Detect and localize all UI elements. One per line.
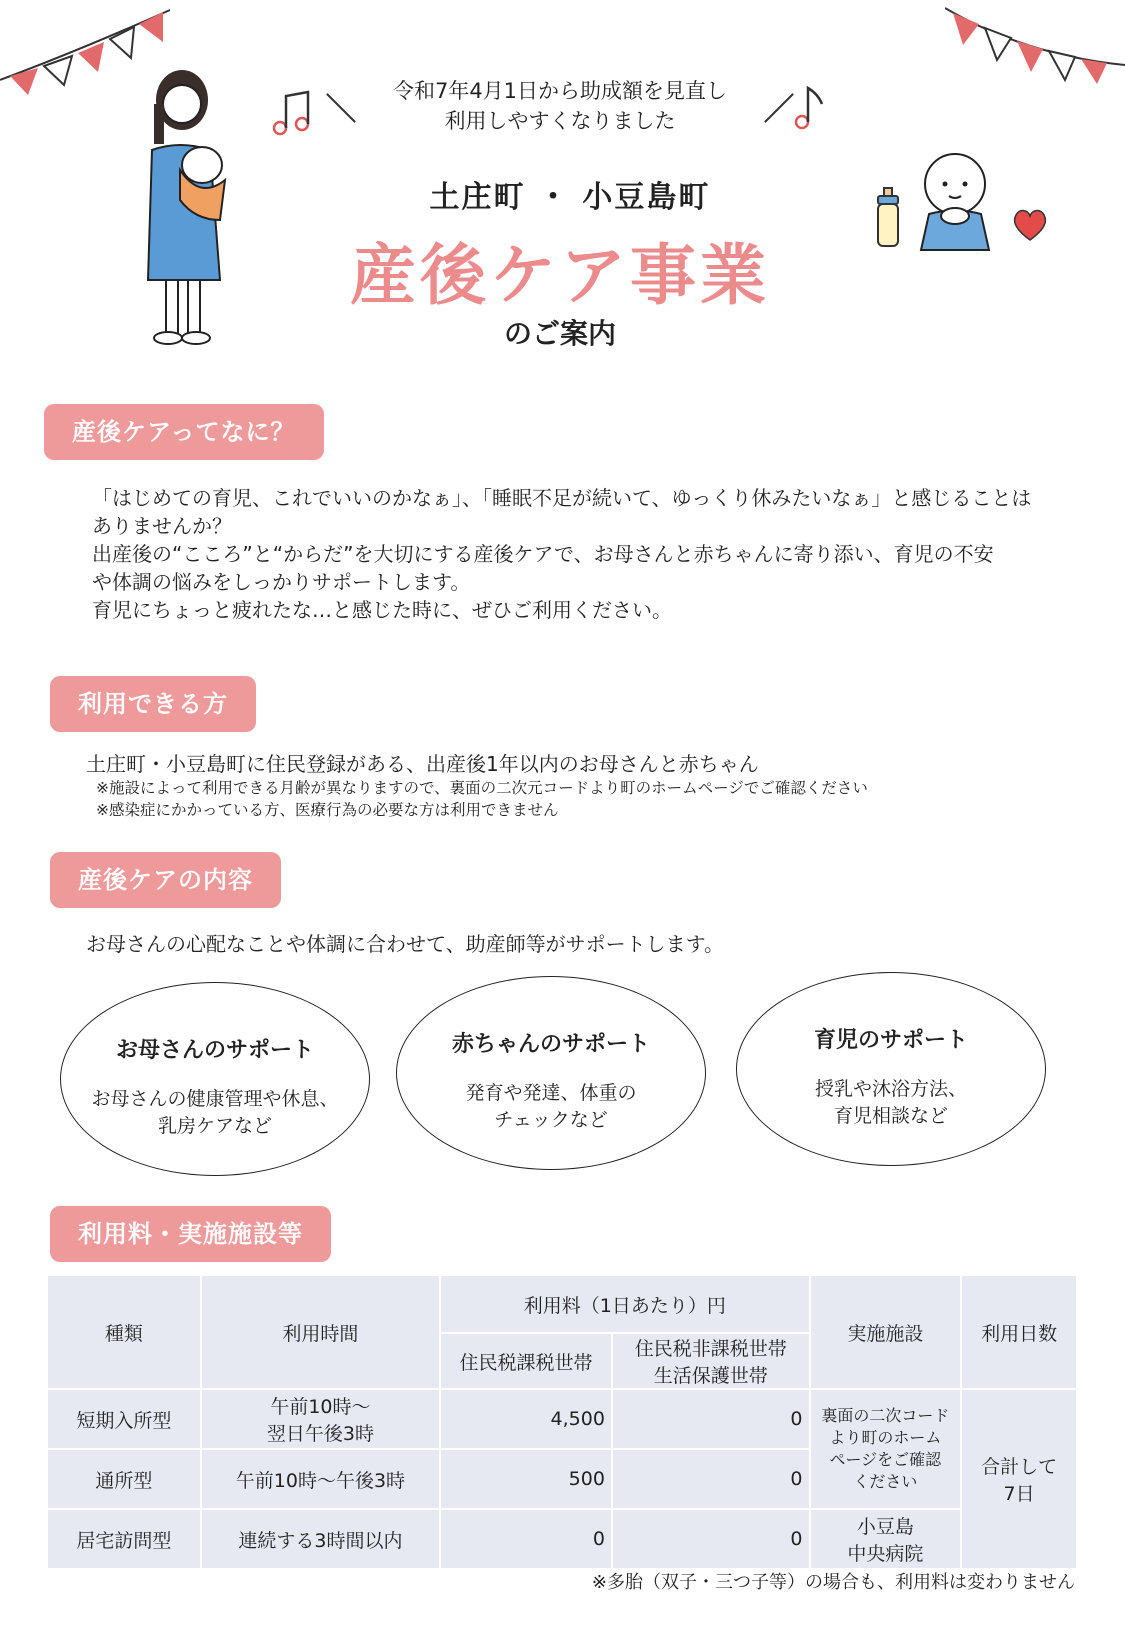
section-heading-what: 産後ケアってなに？ — [44, 404, 324, 460]
row-type: 短期入所型 — [47, 1389, 201, 1449]
support-desc: チェックなど — [494, 1109, 608, 1131]
what-line: ありませんか？ — [92, 514, 232, 538]
footnote: ※多胎（双子・三つ子等）の場合も、利用料は変わりません — [591, 1572, 1075, 1593]
header-hours: 利用時間 — [201, 1275, 441, 1389]
notice-line-2: 利用しやすくなりました — [444, 109, 676, 133]
what-description — [92, 484, 1052, 624]
support-title: 赤ちゃんのサポート — [451, 1032, 650, 1057]
row-taxed-fee: 4,500 — [440, 1389, 612, 1449]
what-line: 出産後の“こころ”と“からだ”を大切にする産後ケアで、お母さんと赤ちゃんに寄り添い、育児の不安 — [92, 542, 994, 566]
header-taxed: 住民税課税世帯 — [440, 1333, 612, 1389]
heart-icon — [1012, 208, 1048, 242]
row-exempt-fee: 0 — [612, 1449, 810, 1509]
row-hours-line: 午前10時～ — [270, 1396, 371, 1418]
row-taxed-fee: 500 — [440, 1449, 612, 1509]
subsidy-notice — [350, 76, 770, 136]
bunting-right-decoration — [945, 0, 1125, 90]
baby-bottle-icon — [868, 186, 908, 250]
days-line: 7日 — [1003, 1483, 1035, 1505]
row-exempt-fee: 0 — [612, 1389, 810, 1449]
section-heading-content: 産後ケアの内容 — [50, 852, 281, 908]
table-row — [47, 1389, 1077, 1449]
facility-line: 小豆島 — [856, 1516, 914, 1538]
header-exempt-line: 生活保護世帯 — [653, 1365, 768, 1387]
baby-illustration — [915, 152, 995, 262]
header-type: 種類 — [47, 1275, 201, 1389]
facility-line: 中央病院 — [847, 1543, 924, 1565]
support-desc: 乳房ケアなど — [157, 1115, 272, 1137]
row-type: 通所型 — [47, 1449, 201, 1509]
row-hours: 午前10時～午後3時 — [201, 1449, 441, 1509]
facility-line: ページをご確認 — [829, 1450, 942, 1469]
eligibility-text: 土庄町・小豆島町に住民登録がある、出産後1年以内のお母さんと赤ちゃん — [86, 752, 759, 776]
content-lead: お母さんの心配なことや体調に合わせて、助産師等がサポートします。 — [86, 932, 724, 956]
support-title: お母さんのサポート — [115, 1038, 314, 1063]
page-title: 産後ケア事業 — [350, 237, 770, 314]
music-note-icon — [270, 88, 320, 138]
what-line: 育児にちょっと疲れたな…と感じた時に、ぜひご利用ください。 — [92, 598, 672, 622]
support-baby-bubble — [396, 976, 706, 1170]
music-note-icon — [790, 82, 830, 134]
row-taxed-fee: 0 — [440, 1509, 612, 1569]
row-hours-line: 翌日午後3時 — [266, 1423, 374, 1445]
table-row — [47, 1509, 1077, 1569]
row-hours — [201, 1389, 441, 1449]
support-title: 育児のサポート — [813, 1028, 968, 1053]
row-exempt-fee: 0 — [612, 1509, 810, 1569]
eligibility-note: ※感染症にかかっている方、医療行為の必要な方は利用できません — [96, 801, 559, 819]
header-facility: 実施施設 — [810, 1275, 962, 1389]
header-fee: 利用料（1日あたり）円 — [440, 1275, 809, 1333]
support-desc: 発育や発達、体重の — [465, 1082, 637, 1104]
days-total — [961, 1389, 1077, 1569]
support-desc: お母さんの健康管理や休息、 — [91, 1088, 339, 1110]
row-hours: 連続する3時間以内 — [201, 1509, 441, 1569]
support-mother-bubble — [60, 982, 370, 1176]
notice-line-1: 令和7年4月1日から助成額を見直し — [392, 79, 728, 103]
towns-heading: 土庄町 ・ 小豆島町 — [429, 180, 711, 215]
facility-line: ください — [853, 1472, 918, 1491]
support-parenting-bubble — [736, 972, 1046, 1166]
fee-table — [46, 1274, 1078, 1570]
support-desc: 授乳や沐浴方法、 — [814, 1078, 967, 1100]
facility-hospital — [810, 1509, 962, 1569]
facility-qr-note — [810, 1389, 962, 1509]
facility-line: 裏面の二次コード — [821, 1406, 950, 1425]
header-exempt — [612, 1333, 810, 1389]
row-type: 居宅訪問型 — [47, 1509, 201, 1569]
page-subtitle: のご案内 — [503, 317, 616, 350]
mother-holding-baby-illustration — [140, 70, 250, 350]
what-line: や体調の悩みをしっかりサポートします。 — [92, 570, 471, 594]
support-desc: 育児相談など — [833, 1105, 948, 1127]
what-line: 「はじめての育児、これでいいのかなぁ」、「睡眠不足が続いて、ゆっくり休みたいなぁ」と感じることは — [92, 486, 1032, 510]
eligibility-note: ※施設によって利用できる月齢が異なりますので、裏面の二次元コードより町のホームページでご確認ください — [96, 779, 868, 797]
days-line: 合計して — [981, 1456, 1058, 1478]
section-heading-who: 利用できる方 — [50, 676, 256, 732]
header-days: 利用日数 — [961, 1275, 1077, 1389]
section-heading-fees: 利用料・実施施設等 — [50, 1206, 331, 1262]
facility-line: より町のホーム — [829, 1428, 942, 1447]
header-exempt-line: 住民税非課税世帯 — [634, 1338, 787, 1360]
